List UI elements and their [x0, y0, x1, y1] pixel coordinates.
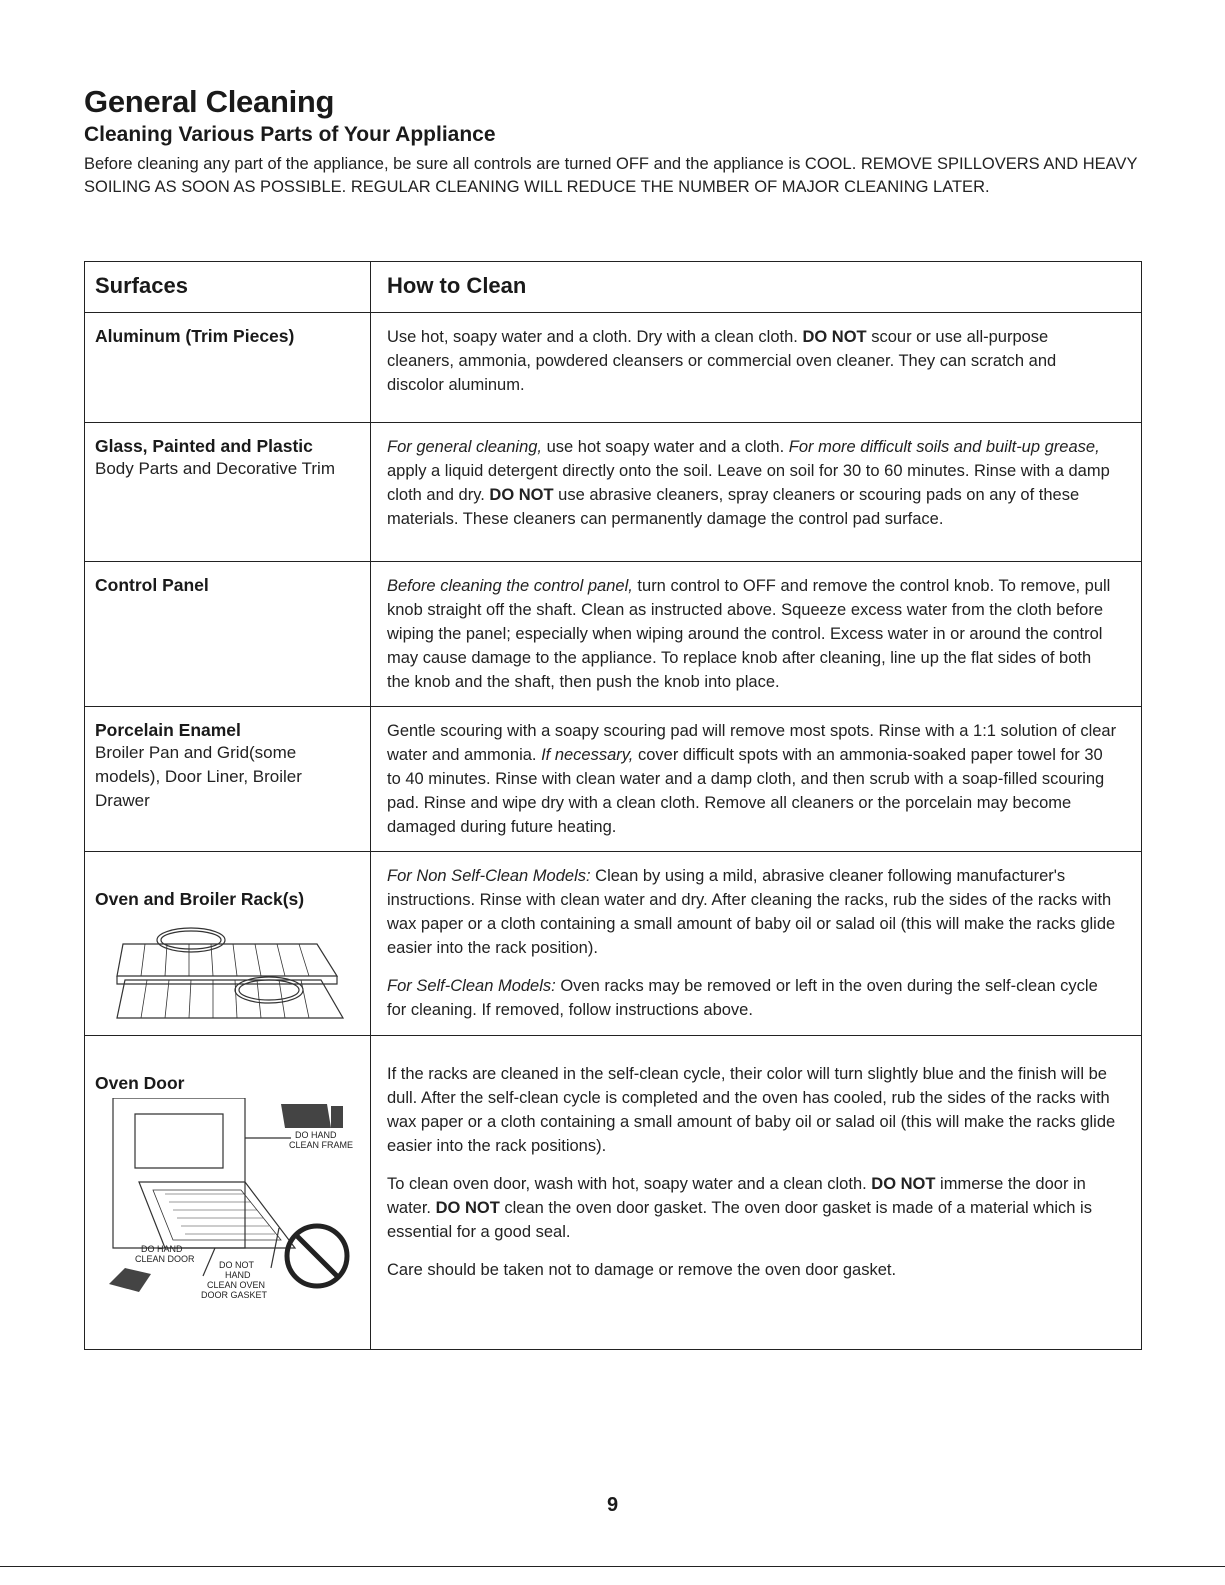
how-text-racks-self-clean: If the racks are cleaned in the self-clean cycle, their color will turn slightly blue and the finish will be dull. After the self-clean cycle is completed and the oven has cooled, rub the sides of the racks with wax paper or a cloth containing a small amount of baby oil or salad oil (this will make the racks glide easier into the rack positions). — [387, 1065, 1116, 1155]
surface-cell — [85, 852, 371, 1036]
oven-rack-illustration-icon — [95, 914, 355, 1026]
svg-text:DOOR GASKET: DOOR GASKET — [201, 1290, 268, 1298]
surface-subtitle: Broiler Pan and Grid(some models), Door Liner, Broiler Drawer — [95, 743, 302, 810]
intro-paragraph: Before cleaning any part of the appliance, be sure all controls are turned OFF and the appliance is COOL. REMOVE SPILLOVERS AND HEAVY SOILING AS SOON AS POSSIBLE. REGULAR CLEANING WILL REDUCE THE NUMBER OF MAJOR CLEANING LATER. — [84, 155, 1138, 196]
surface-cell — [85, 423, 371, 562]
how-cell — [371, 852, 1142, 1036]
how-text: Before cleaning the control panel, turn control to OFF and remove the control knob. To remove, pull knob straight off the shaft. Clean as instructed above. Squeeze excess water from the cloth before wiping the panel; especially when wiping around the control. Excess water in or around the control may cause damage to the appliance. To replace knob after cleaning, line up the flat sides of both the knob and the shaft, then push the knob into place. — [387, 577, 1111, 691]
page-number: 9 — [606, 1494, 619, 1516]
how-text: For Non Self-Clean Models: Clean by using a mild, abrasive cleaner following manufacturer's instructions. Rinse with clean water and dry. After cleaning the racks, rub the sides of the racks with wax paper or a cloth containing a small amount of baby oil or salad oil (this will make the racks glide easier into the rack position). — [387, 867, 1116, 957]
page-title: General Cleaning — [84, 84, 335, 119]
svg-text:HAND: HAND — [225, 1270, 251, 1280]
how-cell — [371, 1036, 1142, 1350]
table-row-control-panel — [85, 562, 1142, 707]
surface-name: Oven and Broiler Rack(s) — [95, 889, 305, 909]
svg-text:DO HAND: DO HAND — [141, 1244, 183, 1254]
page-subtitle: Cleaning Various Parts of Your Appliance — [84, 123, 496, 146]
surface-cell — [85, 313, 371, 423]
header-how-to-clean: How to Clean — [371, 262, 1142, 313]
how-cell — [371, 707, 1142, 852]
surface-name: Oven Door — [95, 1073, 185, 1093]
svg-text:CLEAN OVEN: CLEAN OVEN — [207, 1280, 266, 1290]
how-text: For general cleaning, use hot soapy water and a cloth. For more difficult soils and built-up grease, apply a liquid detergent directly onto the soil. Leave on soil for 30 to 60 minutes. Rinse with a damp cloth and dry. DO NOT use abrasive cleaners, spray cleaners or scouring pads on any of these materials. These cleaners can permanently damage the control pad surface. — [387, 438, 1110, 528]
table-row-racks — [85, 852, 1142, 1036]
how-text: Gentle scouring with a soapy scouring pad will remove most spots. Rinse with a 1:1 solution of clear water and ammonia. If necessary, cover difficult spots with an ammonia-soaked paper towel for 30 to 40 minutes. Rinse with clean water and a damp cloth, and then scrub with a soap-filled scouring pad. Rinse and wipe dry with a clean cloth. Remove all cleaners or the porcelain may become damaged during future heating. — [387, 722, 1117, 836]
svg-text:CLEAN DOOR: CLEAN DOOR — [135, 1254, 195, 1264]
surface-subtitle: Body Parts and Decorative Trim — [95, 459, 335, 478]
surface-name: Control Panel — [95, 575, 209, 595]
footer-rule — [0, 1566, 1225, 1567]
how-text-door: To clean oven door, wash with hot, soapy water and a clean cloth. DO NOT immerse the door in water. DO NOT clean the oven door gasket. The oven door gasket is made of a material which is essential for a good seal. — [387, 1175, 1092, 1241]
how-cell — [371, 313, 1142, 423]
svg-text:CLEAN FRAME: CLEAN FRAME — [289, 1140, 354, 1150]
surface-cell — [85, 1036, 371, 1350]
table-row-aluminum — [85, 313, 1142, 423]
surface-name: Porcelain Enamel — [95, 720, 241, 740]
how-text-gasket: Care should be taken not to damage or remove the oven door gasket. — [387, 1261, 897, 1279]
surface-cell — [85, 562, 371, 707]
svg-text:DO NOT: DO NOT — [219, 1260, 254, 1270]
surface-name: Aluminum (Trim Pieces) — [95, 326, 295, 346]
cleaning-table — [84, 261, 1142, 1350]
table-row-oven-door — [85, 1036, 1142, 1350]
how-cell — [371, 423, 1142, 562]
surface-cell — [85, 707, 371, 852]
table-row-porcelain — [85, 707, 1142, 852]
how-cell — [371, 562, 1142, 707]
how-text-self-clean: For Self-Clean Models: Oven racks may be removed or left in the oven during the self-clean cycle for cleaning. If removed, follow instructions above. — [387, 977, 1098, 1019]
surface-name: Glass, Painted and Plastic — [95, 436, 313, 456]
how-text: Use hot, soapy water and a cloth. Dry with a clean cloth. DO NOT scour or use all-purpose cleaners, ammonia, powdered cleansers or commercial oven cleaner. They can scratch and discolor aluminum. — [387, 328, 1057, 394]
oven-door-illustration-icon — [95, 1098, 357, 1298]
table-header-row — [85, 262, 1142, 313]
svg-text:DO HAND: DO HAND — [295, 1130, 337, 1140]
header-surfaces: Surfaces — [85, 262, 371, 313]
table-row-glass — [85, 423, 1142, 562]
